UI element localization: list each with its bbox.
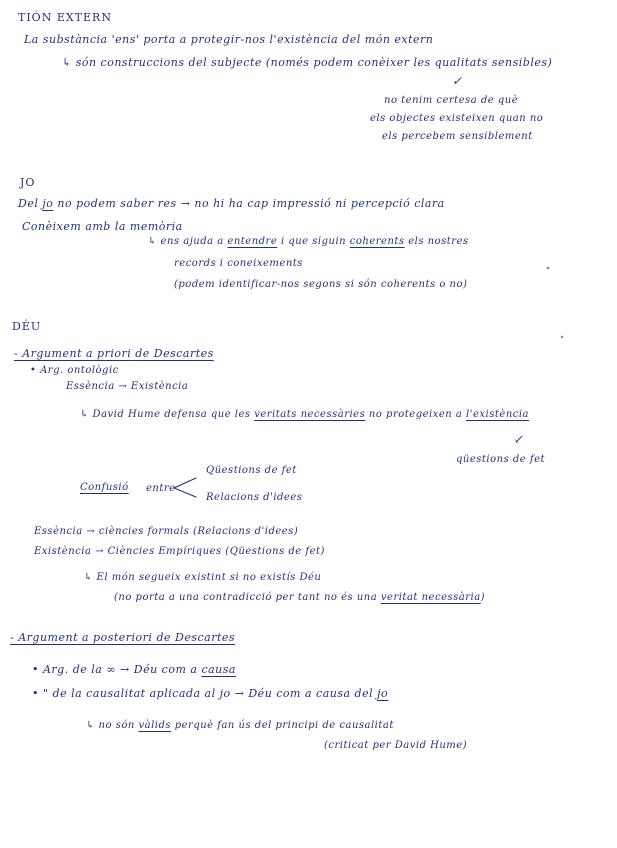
mon-segueix: ↳ El món segueix existint si no existís Déu bbox=[84, 572, 322, 583]
jo-line-3-c: els nostres bbox=[408, 236, 469, 247]
infinity-symbol: ∞ bbox=[106, 663, 117, 676]
criticat-hume: (criticat per David Hume) bbox=[324, 740, 468, 751]
questions-fet: Qüestions de fet bbox=[206, 465, 297, 476]
causalitat-a: • " de la causalitat aplicada al jo → Déu com a causa del bbox=[32, 687, 374, 700]
no-valids-ul: vàlids bbox=[138, 720, 172, 731]
jo-line-2: Conèixem amb la memòria bbox=[22, 220, 183, 233]
hume-existencia: l'existència bbox=[466, 409, 530, 420]
hume-line-a: ↳ David Hume defensa que les bbox=[80, 409, 251, 420]
argument-ontologic: • Arg. ontològic bbox=[30, 365, 119, 376]
essencia-ciencies-formals: Essència → ciències formals (Relacions d'idees) bbox=[34, 526, 299, 537]
args-infinit-b: → Déu com a bbox=[120, 663, 198, 676]
heading-mon-extern: TIÓN EXTERN bbox=[18, 11, 112, 24]
mon-extern-line-1: La substància 'ens' porta a protegir-nos l'existència del món extern bbox=[24, 33, 434, 46]
causalitat-jo: jo bbox=[377, 687, 389, 700]
contradiccio-a: (no porta a una contradicció per tant no és una bbox=[114, 592, 378, 603]
mon-extern-note-2: els objectes existeixen quan no bbox=[370, 113, 544, 124]
jo-line-1-a: Del bbox=[18, 197, 39, 210]
questions-fet-note: qüestions de fet bbox=[456, 454, 546, 465]
entre: entre bbox=[146, 483, 176, 494]
jo-line-5: (podem identificar-nos segons si són coherents o no) bbox=[174, 279, 468, 290]
relacions-idees: Relacions d'idees bbox=[206, 492, 303, 503]
confusio: Confusió bbox=[80, 482, 129, 493]
jo-line-3-entendre: entendre bbox=[227, 236, 278, 247]
heading-deu: DÉU bbox=[12, 320, 42, 333]
no-valids-a: ↳ no són bbox=[86, 720, 135, 731]
args-infinit-causa: causa bbox=[201, 663, 236, 676]
jo-line-3-a: ↳ ens ajuda a bbox=[148, 236, 224, 247]
heading-jo: JO bbox=[20, 176, 36, 189]
ink-spot-2 bbox=[561, 336, 563, 338]
no-valids-b: perquè fan ús del principi de causalitat bbox=[174, 720, 394, 731]
contradiccio-b: ) bbox=[480, 592, 486, 603]
essencia-existencia: Essència → Existència bbox=[66, 381, 189, 392]
bracket-stroke bbox=[174, 478, 196, 497]
args-infinit-a: • Arg. de la bbox=[32, 663, 103, 676]
jo-line-4: records i coneixements bbox=[174, 258, 303, 269]
jo-line-3-b: i que siguin bbox=[280, 236, 347, 247]
contradiccio-veritat: veritat necessària bbox=[380, 592, 481, 603]
check-mark: ✓ bbox=[452, 74, 463, 88]
small-arrow: ↙ bbox=[514, 432, 525, 446]
hume-line-b: no protegeixen a bbox=[368, 409, 463, 420]
jo-line-1-b: no podem saber res → no hi ha cap impressió ni percepció clara bbox=[57, 197, 445, 210]
mon-extern-note-1: no tenim certesa de què bbox=[384, 95, 519, 106]
argument-a-posteriori: - Argument a posteriori de Descartes bbox=[10, 631, 236, 644]
hume-veritats: veritats necessàries bbox=[254, 409, 366, 420]
jo-line-1-jo: jo bbox=[42, 197, 54, 210]
existencia-ciencies-empiriques: Existència → Ciències Empíriques (Qüestions de fet) bbox=[34, 546, 325, 557]
mon-extern-note-3: els percebem sensiblement bbox=[382, 131, 533, 142]
mon-extern-line-2-text: ↳ són construccions del subjecte (només podem conèixer les qualitats sensibles) bbox=[62, 56, 553, 69]
ink-spot bbox=[547, 267, 550, 270]
argument-a-priori: - Argument a priori de Descartes bbox=[14, 347, 214, 360]
jo-line-3-coherents: coherents bbox=[349, 236, 405, 247]
